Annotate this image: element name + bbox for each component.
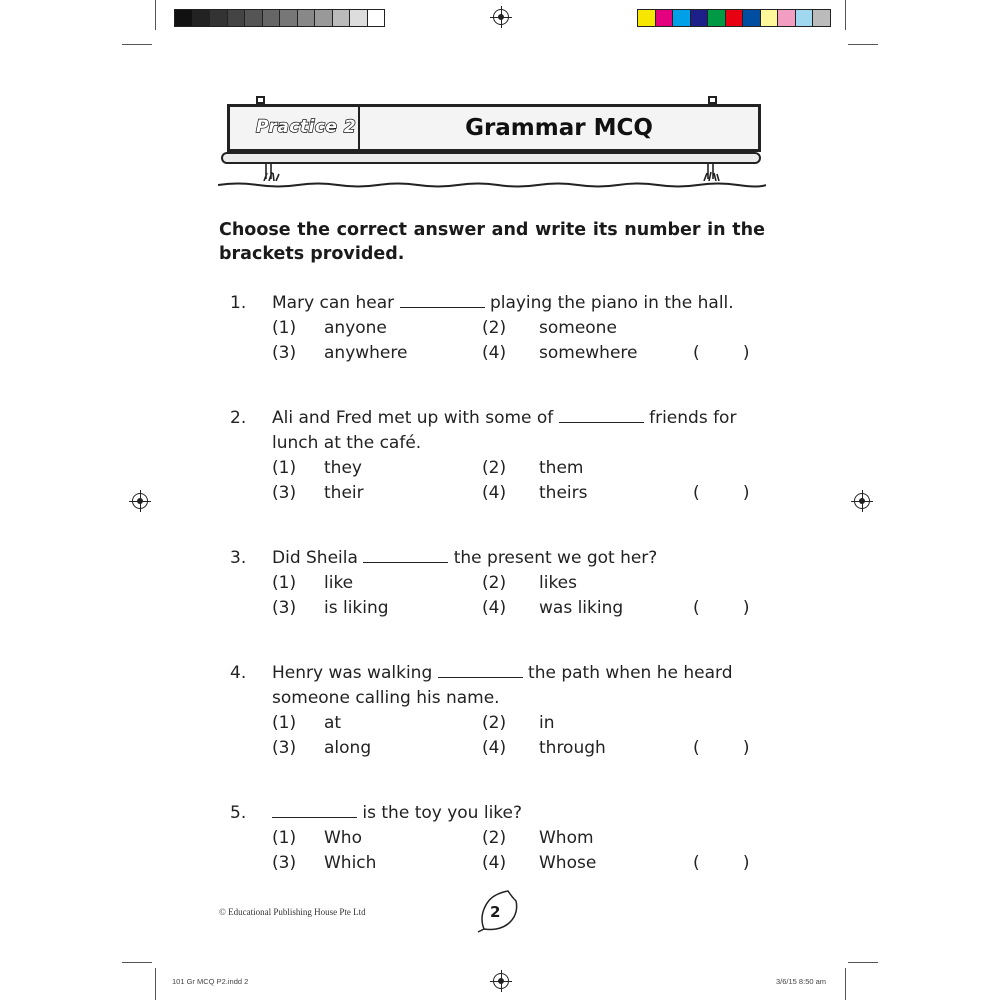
color-swatch [298, 10, 316, 26]
question-text-after: is the toy you like? [362, 803, 523, 823]
option-number: (1) [272, 318, 297, 338]
option-text: like [324, 573, 354, 593]
option-number: (2) [482, 828, 507, 848]
question-text-after: friends for [649, 408, 737, 428]
crop-mark [155, 968, 156, 1000]
crop-mark [845, 0, 846, 30]
grayscale-bar [174, 9, 385, 27]
answer-bracket[interactable]: ( ) [693, 738, 750, 758]
slug-file: 101 Gr MCQ P2.indd 2 [172, 977, 249, 986]
color-swatch [813, 10, 830, 26]
option-text: anyone [324, 318, 387, 338]
question-text-after: the present we got her? [453, 548, 658, 568]
crop-mark [122, 44, 152, 45]
registration-mark-icon [493, 9, 509, 25]
option-text: their [324, 483, 364, 503]
crop-mark [155, 0, 156, 30]
option-number: (1) [272, 573, 297, 593]
option-number: (2) [482, 318, 507, 338]
option-text: theirs [539, 483, 588, 503]
option-text: someone [539, 318, 617, 338]
crop-mark [848, 962, 878, 963]
color-swatch [193, 10, 211, 26]
page-number: 2 [490, 903, 501, 921]
option-number: (4) [482, 343, 507, 363]
question-text-line2: someone calling his name. [272, 688, 500, 708]
option-number: (3) [272, 598, 297, 618]
question [230, 661, 770, 761]
color-swatch [726, 10, 744, 26]
answer-blank [438, 663, 523, 678]
color-swatch [350, 10, 368, 26]
option-number: (2) [482, 573, 507, 593]
sign-peg [256, 96, 265, 104]
option-text: somewhere [539, 343, 638, 363]
instructions: Choose the correct answer and write its number in the brackets provided. [219, 220, 765, 264]
sign-post-grass-icon [262, 163, 284, 181]
question-text [272, 291, 734, 315]
color-swatch [368, 10, 385, 26]
question-text [272, 546, 657, 570]
option-number: (4) [482, 483, 507, 503]
registration-mark-icon [854, 493, 870, 509]
question-text-before: Did Sheila [272, 548, 358, 568]
color-swatch [708, 10, 726, 26]
sign-post-grass-icon [700, 163, 722, 181]
option-number: (2) [482, 458, 507, 478]
question [230, 801, 770, 876]
answer-blank [400, 293, 485, 308]
question-text-after: playing the piano in the hall. [489, 293, 734, 313]
answer-bracket[interactable]: ( ) [693, 598, 750, 618]
answer-bracket[interactable]: ( ) [693, 343, 750, 363]
color-swatch [778, 10, 796, 26]
answer-blank [272, 803, 357, 818]
color-swatch [673, 10, 691, 26]
option-number: (3) [272, 483, 297, 503]
question-number: 1. [230, 293, 247, 313]
practice-label: Practice 2 [256, 117, 357, 137]
color-swatch [280, 10, 298, 26]
question-text-before: Mary can hear [272, 293, 395, 313]
option-number: (3) [272, 343, 297, 363]
question-text [272, 801, 522, 825]
crop-mark [848, 44, 878, 45]
option-text: them [539, 458, 584, 478]
color-swatch [333, 10, 351, 26]
color-swatch [210, 10, 228, 26]
question-number: 5. [230, 803, 247, 823]
header-sign [227, 104, 761, 152]
option-number: (3) [272, 853, 297, 873]
color-swatch [743, 10, 761, 26]
color-swatch [228, 10, 246, 26]
sign-log [221, 152, 761, 164]
color-swatch [175, 10, 193, 26]
option-number: (1) [272, 828, 297, 848]
option-number: (3) [272, 738, 297, 758]
answer-blank [363, 548, 448, 563]
crop-mark [122, 962, 152, 963]
registration-mark-icon [493, 973, 509, 989]
color-swatch [315, 10, 333, 26]
color-swatch [691, 10, 709, 26]
color-swatch [761, 10, 779, 26]
option-text: likes [539, 573, 578, 593]
question-text-before: Henry was walking [272, 663, 433, 683]
color-swatch [656, 10, 674, 26]
option-text: at [324, 713, 342, 733]
question [230, 406, 770, 506]
option-text: Who [324, 828, 362, 848]
question-text-line2: lunch at the café. [272, 433, 422, 453]
option-text: through [539, 738, 606, 758]
question-text-before: Ali and Fred met up with some of [272, 408, 554, 428]
option-text: along [324, 738, 372, 758]
question-text [272, 406, 736, 430]
question-number: 2. [230, 408, 247, 428]
ground-line [218, 181, 766, 189]
question-text [272, 661, 733, 685]
option-text: anywhere [324, 343, 408, 363]
color-swatch [263, 10, 281, 26]
crop-mark [845, 968, 846, 1000]
option-text: they [324, 458, 362, 478]
sign-peg [708, 96, 717, 104]
slug-timestamp: 3/6/15 8:50 am [776, 977, 827, 986]
answer-blank [559, 408, 644, 423]
color-bar [637, 9, 831, 27]
option-text: was liking [539, 598, 624, 618]
option-number: (1) [272, 458, 297, 478]
option-number: (4) [482, 738, 507, 758]
option-text: is liking [324, 598, 389, 618]
question-number: 4. [230, 663, 247, 683]
option-number: (2) [482, 713, 507, 733]
option-number: (1) [272, 713, 297, 733]
option-text: Which [324, 853, 377, 873]
option-number: (4) [482, 598, 507, 618]
answer-bracket[interactable]: ( ) [693, 853, 750, 873]
registration-mark-icon [132, 493, 148, 509]
option-text: Whom [539, 828, 594, 848]
question-text-after: the path when he heard [528, 663, 733, 683]
option-text: in [539, 713, 555, 733]
question [230, 546, 770, 621]
option-number: (4) [482, 853, 507, 873]
question-number: 3. [230, 548, 247, 568]
page-title: Grammar MCQ [465, 115, 653, 141]
option-text: Whose [539, 853, 597, 873]
copyright: © Educational Publishing House Pte Ltd [219, 907, 366, 917]
answer-bracket[interactable]: ( ) [693, 483, 750, 503]
question [230, 291, 770, 366]
color-swatch [245, 10, 263, 26]
color-swatch [796, 10, 814, 26]
color-swatch [638, 10, 656, 26]
